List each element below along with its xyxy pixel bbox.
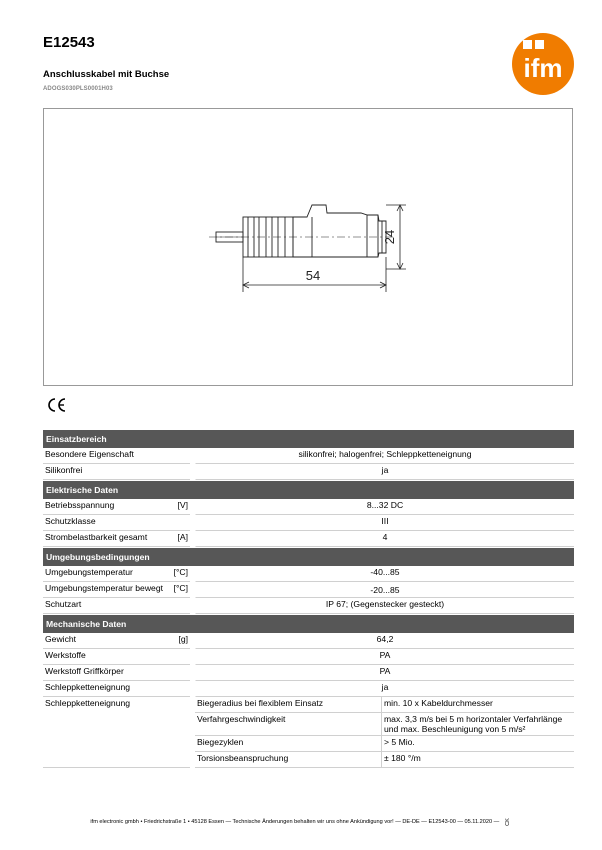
row-value: 8...32 DC [195, 499, 574, 515]
table-row [43, 464, 574, 480]
svg-text:ifm: ifm [523, 53, 563, 83]
row-unit: [V] [168, 499, 190, 515]
row-label: Strombelastbarkeit gesamt [43, 531, 168, 547]
table-row [43, 649, 574, 665]
row-value: -40...85 [195, 566, 574, 582]
table-row [43, 499, 574, 515]
footer-text: ifm electronic gmbh • Friedrichstraße 1 • 45128 Essen — Technische Änderungen behalten wir uns ohne Ankündigung vor! — DE-DE — E12543-00 — 05.11.2020 — [90, 819, 500, 825]
row-label: Schleppketteneignung [43, 681, 168, 697]
row-label: Umgebungstemperatur bewegt [43, 582, 168, 598]
table-row [43, 448, 574, 464]
row-value: PA [195, 665, 574, 681]
specification-table [43, 429, 574, 768]
row-label: Besondere Eigenschaft [43, 448, 168, 464]
row-value: silikonfrei; halogenfrei; Schleppketteneignung [195, 448, 574, 464]
dimension-length-label: 54 [305, 268, 321, 283]
row-value: IP 67; (Gegenstecker gesteckt) [195, 598, 574, 614]
row-unit [168, 598, 190, 614]
row-value: -20...85 [195, 582, 574, 598]
row-label: Werkstoffe [43, 649, 168, 665]
drag-chain-value: min. 10 x Kabeldurchmesser [381, 697, 574, 713]
section-title: Einsatzbereich [43, 429, 574, 448]
table-row [43, 681, 574, 697]
drag-chain-property: Biegeradius bei flexiblem Einsatz [195, 697, 381, 713]
row-unit [168, 448, 190, 464]
row-unit: [A] [168, 531, 190, 547]
section-header [43, 547, 574, 566]
drag-chain-value: max. 3,3 m/s bei 5 m horizontaler Verfahrlänge und max. Beschleunigung von 5 m/s² [381, 713, 574, 736]
section-title: Mechanische Daten [43, 614, 574, 633]
section-title: Elektrische Daten [43, 480, 574, 499]
row-unit [168, 681, 190, 697]
row-value: PA [195, 649, 574, 665]
table-row [43, 531, 574, 547]
section-header [43, 614, 574, 633]
row-label: Schutzart [43, 598, 168, 614]
drag-chain-property: Torsionsbeanspruchung [195, 752, 381, 768]
footer-flag: CK [504, 818, 511, 826]
table-row [43, 665, 574, 681]
drag-chain-property: Biegezyklen [195, 736, 381, 752]
ifm-logo [511, 32, 575, 96]
drag-chain-row [43, 697, 574, 713]
dimension-height-label: 24 [382, 229, 397, 245]
row-label: Betriebsspannung [43, 499, 168, 515]
table-row [43, 582, 574, 598]
product-drawing [43, 108, 573, 386]
row-unit [168, 665, 190, 681]
row-unit [168, 464, 190, 480]
row-value: 4 [195, 531, 574, 547]
row-label: Gewicht [43, 633, 168, 649]
table-row [43, 598, 574, 614]
page-footer [0, 819, 602, 825]
row-label: Silikonfrei [43, 464, 168, 480]
row-value: 64,2 [195, 633, 574, 649]
article-code: ADOGS030PLS0001H03 [43, 86, 113, 92]
row-value: ja [195, 681, 574, 697]
row-unit [168, 515, 190, 531]
product-subtitle: Anschlusskabel mit Buchse [43, 69, 170, 80]
section-header [43, 429, 574, 448]
row-value: III [195, 515, 574, 531]
section-title: Umgebungsbedingungen [43, 547, 574, 566]
drag-chain-value: > 5 Mio. [381, 736, 574, 752]
table-row [43, 633, 574, 649]
row-value: ja [195, 464, 574, 480]
drag-chain-value: ± 180 °/m [381, 752, 574, 768]
drag-chain-label: Schleppketteneignung [43, 697, 190, 768]
row-label: Werkstoff Griffkörper [43, 665, 168, 681]
row-label: Umgebungstemperatur [43, 566, 168, 582]
row-unit: [°C] [168, 582, 190, 598]
row-unit [168, 649, 190, 665]
ce-mark-icon [47, 397, 67, 418]
row-label: Schutzklasse [43, 515, 168, 531]
row-unit: [g] [168, 633, 190, 649]
row-unit: [°C] [168, 566, 190, 582]
table-row [43, 515, 574, 531]
section-header [43, 480, 574, 499]
table-row [43, 566, 574, 582]
page-title: E12543 [43, 34, 95, 51]
drag-chain-property: Verfahrgeschwindigkeit [195, 713, 381, 736]
